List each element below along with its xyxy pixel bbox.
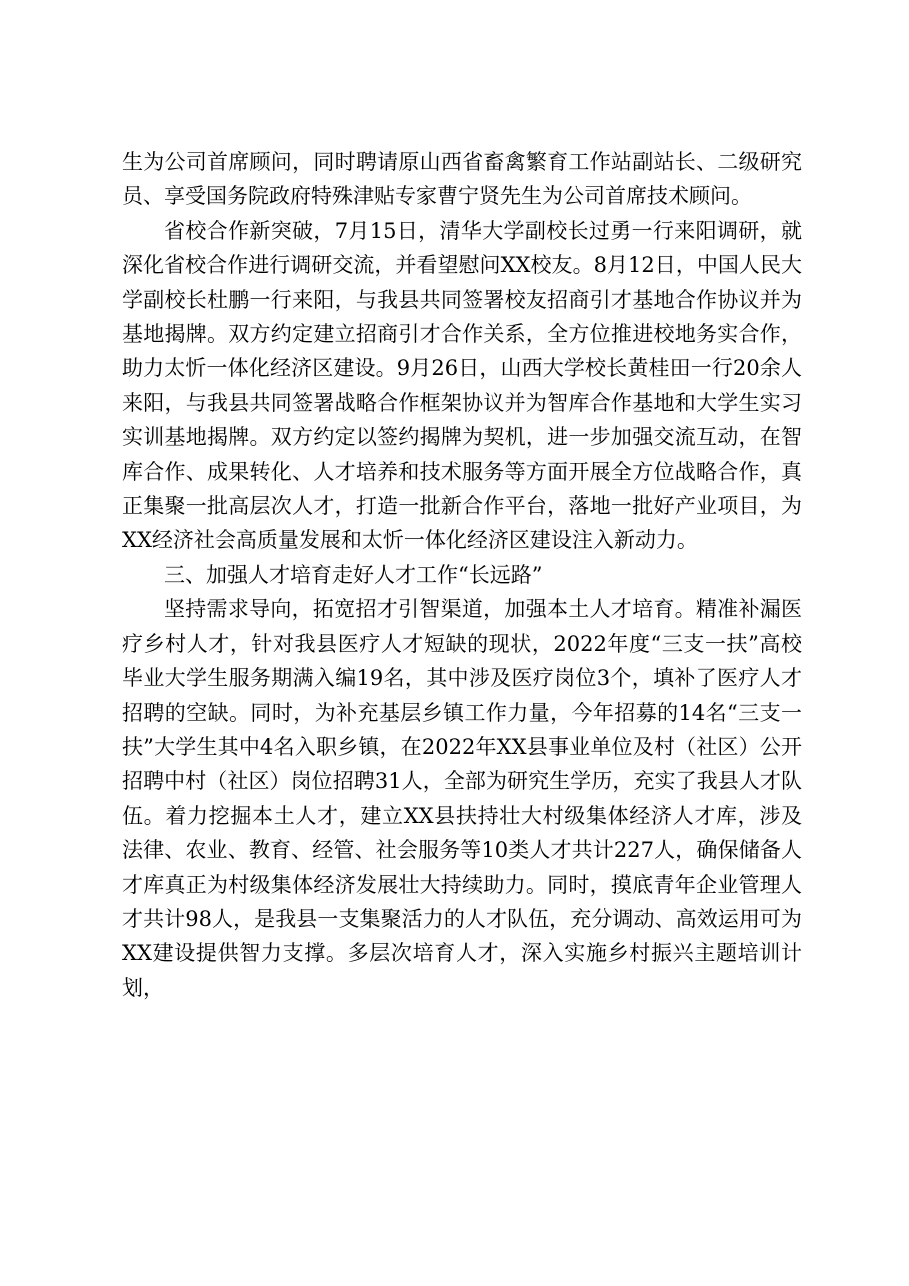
document-page xyxy=(122,145,802,1005)
section-heading: 三、加强人才培育走好人才工作“长远路” xyxy=(164,562,543,587)
paragraph-cooperation: 省校合作新突破，7月15日，清华大学副校长过勇一行来阳调研，就深化省校合作进行调研交流，并看望慰问XX校友。8月12日，中国人民大学副校长杜鹏一行来阳，与我县共同签署校友招商引才基地合作协议并为基地揭牌。双方约定建立招商引才合作关系，全方位推进校地务实合作，助力太忻一体化经济区建设。9月26日，山西大学校长黄桂田一行20余人来阳，与我县共同签署战略合作框架协议并为智库合作基地和大学生实习实训基地揭牌。双方约定以签约揭牌为契机，进一步加强交流互动，在智库合作、成果转化、人才培养和技术服务等方面开展全方位战略合作，真正集聚一批高层次人才，打造一批新合作平台，落地一批好产业项目，为XX经济社会高质量发展和太忻一体化经济区建设注入新动力。 xyxy=(122,218,802,553)
paragraph-continued: 生为公司首席顾问，同时聘请原山西省畜禽繁育工作站副站长、二级研究员、享受国务院政府特殊津贴专家曹宁贤先生为公司首席技术顾问。 xyxy=(122,150,802,209)
paragraph-talent: 坚持需求导向，拓宽招才引智渠道，加强本土人才培育。精准补漏医疗乡村人才，针对我县医疗人才短缺的现状，2022年度“三支一扶”高校毕业大学生服务期满入编19名，其中涉及医疗岗位3个，填补了医疗人才招聘的空缺。同时，为补充基层乡镇工作力量，今年招募的14名“三支一扶”大学生其中4名入职乡镇，在2022年XX县事业单位及村（社区）公开招聘中村（社区）岗位招聘31人，全部为研究生学历，充实了我县人才队伍。着力挖掘本土人才，建立XX县扶持壮大村级集体经济人才库，涉及法律、农业、教育、经管、社会服务等10类人才共计227人，确保储备人才库真正为村级集体经济发展壮大持续助力。同时，摸底青年企业管理人才共计98人，是我县一支集聚活力的人才队伍，充分调动、高效运用可为XX建设提供智力支撑。多层次培育人才，深入实施乡村振兴主题培训计划， xyxy=(122,597,802,1000)
